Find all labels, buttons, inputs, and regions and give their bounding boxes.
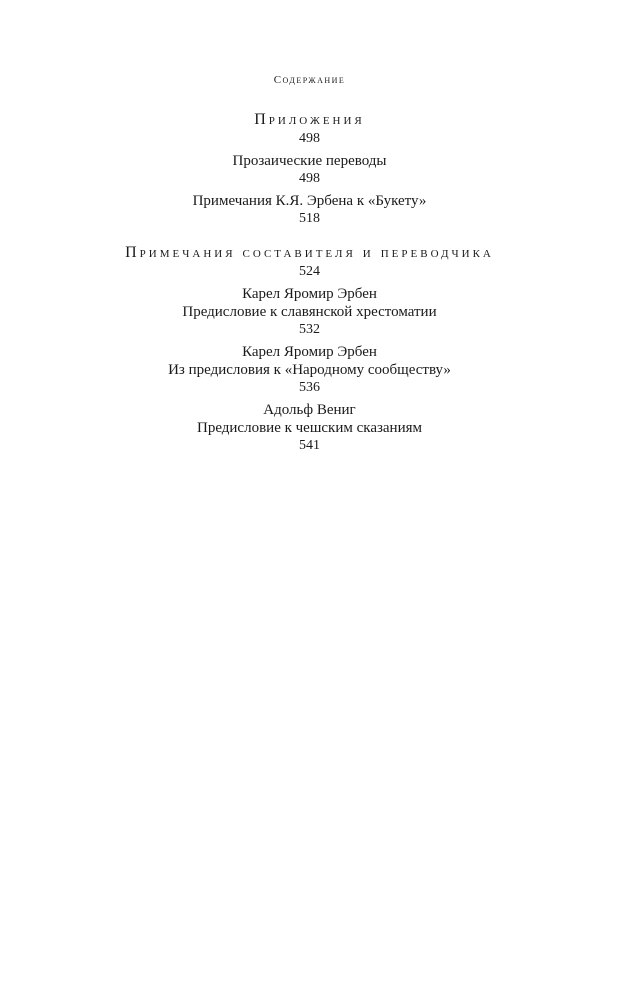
toc-section-appendices xyxy=(0,110,619,227)
toc-section-notes xyxy=(0,243,619,454)
toc-entry xyxy=(0,192,619,227)
entry-page-number: 498 xyxy=(299,171,320,186)
section-page-number: 524 xyxy=(299,264,320,279)
entry-title: Из предисловия к «Народному сообществу» xyxy=(168,362,451,378)
section-page-number: 498 xyxy=(299,131,320,146)
entry-author: Адольф Вениг xyxy=(263,402,356,418)
toc-entry xyxy=(0,152,619,187)
entry-page-number: 532 xyxy=(299,322,320,337)
entry-title: Предисловие к чешским сказаниям xyxy=(196,420,423,436)
entry-title: Прозаические переводы xyxy=(232,153,387,169)
entry-page-number: 518 xyxy=(299,211,320,226)
entry-title: Примечания К.Я. Эрбена к «Букету» xyxy=(192,193,427,209)
entry-page-number: 541 xyxy=(299,438,320,453)
toc-entry xyxy=(0,285,619,338)
entry-author: Карел Яромир Эрбен xyxy=(242,286,377,302)
section-title: Приложения xyxy=(254,111,365,128)
section-title: Примечания составителя и переводчика xyxy=(125,244,494,261)
toc-entry xyxy=(0,343,619,396)
table-of-contents xyxy=(0,110,619,454)
entry-page-number: 536 xyxy=(299,380,320,395)
toc-entry xyxy=(0,401,619,454)
entry-author: Карел Яромир Эрбен xyxy=(242,344,377,360)
running-head: Содержание xyxy=(273,74,346,86)
entry-title: Предисловие к славянской хрестоматии xyxy=(182,304,437,320)
